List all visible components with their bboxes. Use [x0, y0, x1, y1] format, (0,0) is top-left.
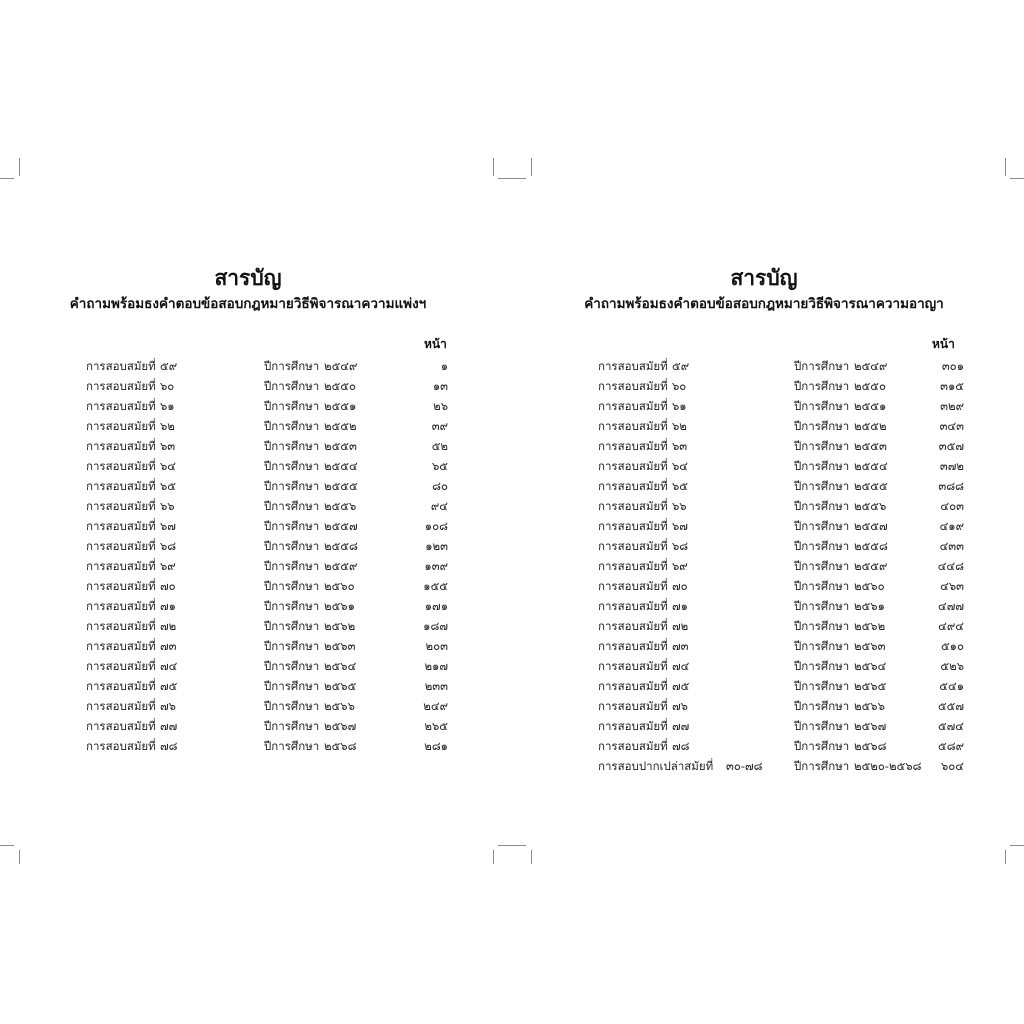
- entry-exam-label: การสอบสมัยที่: [86, 579, 156, 593]
- entry-exam-label: การสอบสมัยที่: [86, 479, 156, 493]
- toc-entry: [598, 376, 964, 396]
- entry-year: ๒๕๕๒: [854, 419, 887, 433]
- entry-year: ๒๕๕๘: [324, 539, 358, 553]
- entry-exam-label: การสอบปากเปล่าสมัยที่: [598, 759, 714, 773]
- entry-year: ๒๕๕๑: [854, 399, 887, 413]
- entry-year-label: ปีการศึกษา: [264, 639, 320, 653]
- entry-exam-number: ๗๖: [160, 699, 176, 713]
- entry-year-label: ปีการศึกษา: [264, 699, 320, 713]
- entry-year: ๒๕๔๙: [324, 359, 358, 373]
- entry-year-label: ปีการศึกษา: [264, 599, 320, 613]
- entry-exam-label: การสอบสมัยที่: [86, 659, 156, 673]
- entry-year-label: ปีการศึกษา: [794, 359, 850, 373]
- entry-exam-number: ๗๘: [672, 739, 690, 753]
- entry-page-number: ๔๐๓: [940, 499, 964, 513]
- toc-entry: [86, 416, 448, 436]
- entry-year: ๒๕๖๕: [324, 679, 357, 693]
- toc-entry: [598, 516, 964, 536]
- entry-exam-label: การสอบสมัยที่: [86, 519, 156, 533]
- toc-entry: [598, 396, 964, 416]
- toc-entry: [86, 616, 448, 636]
- toc-entry: [598, 456, 964, 476]
- entry-exam-label: การสอบสมัยที่: [86, 539, 156, 553]
- entry-year: ๒๕๖๕: [854, 679, 887, 693]
- entry-year: ๒๕๖๒: [324, 619, 356, 633]
- entry-exam-number: ๖๑: [160, 399, 175, 413]
- toc-entry: [86, 656, 448, 676]
- entry-exam-number: ๖๖: [672, 499, 687, 513]
- entry-page-number: ๔๗๗: [938, 599, 964, 613]
- entry-exam-number: ๖๗: [672, 519, 688, 533]
- entry-year: ๒๕๖๓: [324, 639, 356, 653]
- entry-exam-label: การสอบสมัยที่: [598, 719, 668, 733]
- page-subtitle: คำถามพร้อมธงคำตอบข้อสอบกฎหมายวิธีพิจารณาความแพ่งฯ: [69, 296, 427, 312]
- toc-entry: [86, 736, 448, 756]
- entry-exam-number: ๖๗: [160, 519, 176, 533]
- entry-year: ๒๕๕๕: [854, 479, 888, 493]
- entry-exam-number: ๗๐: [160, 579, 176, 593]
- page-title: สารบัญ: [214, 266, 282, 290]
- entry-exam-label: การสอบสมัยที่: [598, 599, 668, 613]
- toc-entry: [86, 636, 448, 656]
- entry-year-label: ปีการศึกษา: [794, 459, 850, 473]
- entry-year: ๒๕๕๐: [854, 379, 887, 393]
- entry-page-number: ๒๐๓: [425, 639, 448, 653]
- page-column-label: หน้า: [932, 337, 955, 351]
- entry-page-number: ๕๘๙: [938, 739, 964, 753]
- entry-exam-number: ๗๗: [672, 719, 690, 733]
- entry-year-label: ปีการศึกษา: [264, 379, 320, 393]
- entry-page-number: ๕๑๐: [940, 639, 964, 653]
- entry-exam-number: ๗๕: [160, 679, 178, 693]
- entry-exam-number: ๕๙: [160, 359, 178, 373]
- toc-entry: [598, 736, 964, 756]
- entry-exam-label: การสอบสมัยที่: [86, 699, 156, 713]
- toc-entry: [598, 576, 964, 596]
- entry-exam-number: ๖๑: [672, 399, 687, 413]
- entry-page-number: ๔๑๙: [939, 519, 964, 533]
- entry-exam-number: ๕๙: [672, 359, 690, 373]
- entry-year: ๒๕๖๗: [324, 719, 357, 733]
- entry-page-number: ๔๔๘: [937, 559, 964, 573]
- toc-entry: [86, 376, 448, 396]
- entry-year-label: ปีการศึกษา: [794, 539, 850, 553]
- entry-year-label: ปีการศึกษา: [794, 639, 850, 653]
- entry-page-number: ๓๒๙: [940, 399, 964, 413]
- entry-year-label: ปีการศึกษา: [794, 559, 850, 573]
- entry-year-label: ปีการศึกษา: [794, 599, 850, 613]
- entry-exam-label: การสอบสมัยที่: [86, 379, 156, 393]
- entry-exam-number: ๗๓: [672, 639, 689, 653]
- entry-exam-number: ๗๒: [160, 619, 177, 633]
- entry-year: ๒๕๕๔: [854, 459, 888, 473]
- entry-exam-number: ๖๕: [160, 479, 177, 493]
- entry-year-label: ปีการศึกษา: [794, 619, 850, 633]
- entry-exam-number: ๖๒: [160, 419, 175, 433]
- entry-exam-number: ๗๐: [672, 579, 688, 593]
- entry-page-number: ๕๔๑: [939, 679, 964, 693]
- entry-year-label: ปีการศึกษา: [794, 659, 850, 673]
- entry-year: ๒๕๕๒: [324, 419, 357, 433]
- entry-exam-number: ๖๙: [160, 559, 176, 573]
- entry-year: ๒๕๖๔: [324, 659, 357, 673]
- entry-page-number: ๑๘๗: [423, 619, 448, 633]
- entry-exam-label: การสอบสมัยที่: [86, 439, 156, 453]
- toc-entry: [86, 496, 448, 516]
- entry-page-number: ๔๖๓: [940, 579, 964, 593]
- toc-entry-oral-exam: [598, 756, 964, 776]
- entry-page-number: ๓๙: [431, 419, 448, 433]
- toc-entry: [86, 676, 448, 696]
- entry-year: ๒๕๖๔: [854, 659, 887, 673]
- entry-exam-label: การสอบสมัยที่: [86, 499, 156, 513]
- entry-year: ๒๕๖๘: [854, 739, 887, 753]
- toc-entry: [86, 396, 448, 416]
- entry-year-label: ปีการศึกษา: [794, 439, 850, 453]
- toc-entry: [598, 496, 964, 516]
- entry-year-label: ปีการศึกษา: [794, 379, 850, 393]
- entry-year-label: ปีการศึกษา: [264, 359, 320, 373]
- entry-page-number: ๓๑๕: [940, 379, 964, 393]
- entry-year-label: ปีการศึกษา: [264, 479, 320, 493]
- entry-year-label: ปีการศึกษา: [794, 579, 850, 593]
- entry-year: ๒๕๕๖: [324, 499, 357, 513]
- entry-page-number: ๙๔: [430, 499, 448, 513]
- entry-exam-number: ๗๕: [672, 679, 690, 693]
- toc-list: [598, 356, 964, 776]
- toc-entry: [86, 516, 448, 536]
- toc-entry: [86, 556, 448, 576]
- entry-year: ๒๕๕๕: [324, 479, 358, 493]
- entry-page-number: ๒๓๓: [424, 679, 448, 693]
- entry-year: ๒๕๕๓: [324, 439, 357, 453]
- entry-exam-label: การสอบสมัยที่: [598, 659, 668, 673]
- entry-exam-label: การสอบสมัยที่: [598, 559, 668, 573]
- entry-exam-label: การสอบสมัยที่: [86, 719, 156, 733]
- entry-year: ๒๕๖๖: [854, 699, 885, 713]
- entry-year-label: ปีการศึกษา: [264, 679, 320, 693]
- entry-page-number: ๓๐๑: [941, 359, 964, 373]
- toc-entry: [86, 436, 448, 456]
- entry-year: ๒๕๖๓: [854, 639, 886, 653]
- entry-exam-label: การสอบสมัยที่: [86, 419, 156, 433]
- entry-year-label: ปีการศึกษา: [264, 659, 320, 673]
- entry-exam-number: ๖๐: [672, 379, 687, 393]
- toc-entry: [598, 636, 964, 656]
- entry-page-number: ๕๒: [431, 439, 448, 453]
- entry-page-number: ๑๓๙: [424, 559, 448, 573]
- entry-page-number: ๑๐๘: [424, 519, 448, 533]
- entry-exam-number: ๗๒: [672, 619, 689, 633]
- entry-page-number: ๓๕๗: [938, 439, 964, 453]
- entry-exam-label: การสอบสมัยที่: [86, 599, 156, 613]
- toc-entry: [86, 576, 448, 596]
- entry-year-label: ปีการศึกษา: [264, 519, 320, 533]
- entry-year: ๒๕๕๙: [854, 559, 888, 573]
- toc-entry: [86, 476, 448, 496]
- toc-entry: [598, 436, 964, 456]
- entry-year-label: ปีการศึกษา: [264, 399, 320, 413]
- entry-exam-number: ๖๔: [160, 459, 177, 473]
- entry-page-number: ๑: [440, 359, 448, 373]
- toc-entry: [598, 556, 964, 576]
- entry-page-number: ๑๕๕: [423, 579, 448, 593]
- entry-exam-number: ๗๓: [160, 639, 177, 653]
- entry-exam-number: ๖๕: [672, 479, 689, 493]
- entry-page-number: ๒๑๗: [424, 659, 448, 673]
- entry-page-number: ๒๘๑: [424, 739, 448, 753]
- entry-exam-label: การสอบสมัยที่: [598, 639, 668, 653]
- toc-entry: [598, 416, 964, 436]
- entry-exam-label: การสอบสมัยที่: [86, 639, 156, 653]
- entry-exam-label: การสอบสมัยที่: [598, 519, 668, 533]
- entry-year-label: ปีการศึกษา: [264, 579, 320, 593]
- entry-year: ๒๕๕๓: [854, 439, 887, 453]
- entry-year: ๒๕๖๐: [324, 579, 355, 593]
- entry-exam-label: การสอบสมัยที่: [86, 399, 156, 413]
- entry-exam-number: ๗๑: [672, 599, 688, 613]
- toc-entry: [598, 696, 964, 716]
- entry-exam-number: ๖๘: [672, 539, 689, 553]
- entry-year: ๒๕๕๗: [324, 519, 358, 533]
- entry-exam-number: ๖๐: [160, 379, 175, 393]
- entry-page-number: ๕๗๔: [937, 719, 964, 733]
- entry-year-label: ปีการศึกษา: [794, 499, 850, 513]
- page-title: สารบัญ: [730, 266, 798, 290]
- entry-page-number: ๕๒๖: [940, 659, 964, 673]
- entry-page-number: ๓๗๒: [939, 459, 964, 473]
- entry-exam-label: การสอบสมัยที่: [86, 359, 156, 373]
- entry-exam-label: การสอบสมัยที่: [86, 679, 156, 693]
- toc-entry: [598, 676, 964, 696]
- entry-year: ๒๕๕๖: [854, 499, 887, 513]
- entry-exam-number: ๗๗: [160, 719, 178, 733]
- page-subtitle: คำถามพร้อมธงคำตอบข้อสอบกฎหมายวิธีพิจารณาความอาญา: [584, 296, 944, 312]
- entry-year-label: ปีการศึกษา: [794, 519, 850, 533]
- entry-year-label: ปีการศึกษา: [794, 699, 850, 713]
- toc-entry: [598, 716, 964, 736]
- entry-exam-label: การสอบสมัยที่: [86, 559, 156, 573]
- entry-exam-label: การสอบสมัยที่: [598, 539, 668, 553]
- entry-year: ๒๕๖๒: [854, 619, 886, 633]
- entry-year: ๒๕๖๘: [324, 739, 357, 753]
- toc-entry: [86, 456, 448, 476]
- entry-year-label: ปีการศึกษา: [264, 739, 320, 753]
- entry-exam-number: ๖๒: [672, 419, 687, 433]
- toc-entry: [598, 536, 964, 556]
- entry-exam-label: การสอบสมัยที่: [598, 699, 668, 713]
- entry-year: ๒๕๒๐-๒๕๖๘: [854, 759, 922, 773]
- entry-year: ๒๕๖๐: [854, 579, 885, 593]
- entry-year: ๒๕๕๔: [324, 459, 358, 473]
- entry-year-label: ปีการศึกษา: [794, 719, 850, 733]
- entry-exam-number: ๖๓: [160, 439, 176, 453]
- entry-page-number: ๓๔๓: [939, 419, 964, 433]
- toc-entry: [598, 356, 964, 376]
- entry-year: ๒๕๕๗: [854, 519, 888, 533]
- entry-year-label: ปีการศึกษา: [264, 539, 320, 553]
- toc-entry: [598, 616, 964, 636]
- entry-exam-number: ๗๑: [160, 599, 176, 613]
- entry-exam-number: ๓๐-๗๘: [726, 759, 763, 773]
- entry-exam-label: การสอบสมัยที่: [86, 619, 156, 633]
- entry-year: ๒๕๔๙: [854, 359, 888, 373]
- entry-year: ๒๕๕๙: [324, 559, 358, 573]
- entry-exam-number: ๗๘: [160, 739, 178, 753]
- entry-exam-label: การสอบสมัยที่: [598, 439, 668, 453]
- toc-entry: [86, 356, 448, 376]
- entry-year-label: ปีการศึกษา: [794, 759, 850, 773]
- entry-year-label: ปีการศึกษา: [794, 739, 850, 753]
- entry-year: ๒๕๕๐: [324, 379, 357, 393]
- toc-entry: [86, 716, 448, 736]
- entry-exam-label: การสอบสมัยที่: [598, 419, 668, 433]
- entry-page-number: ๒๖: [433, 399, 448, 413]
- entry-exam-label: การสอบสมัยที่: [598, 679, 668, 693]
- entry-exam-label: การสอบสมัยที่: [598, 459, 668, 473]
- right-page: [512, 0, 1024, 1024]
- page-column-label: หน้า: [424, 337, 447, 351]
- entry-exam-number: ๖๖: [160, 499, 175, 513]
- entry-exam-label: การสอบสมัยที่: [598, 399, 668, 413]
- entry-page-number: ๔๙๔: [938, 619, 964, 633]
- entry-year-label: ปีการศึกษา: [264, 459, 320, 473]
- entry-exam-label: การสอบสมัยที่: [86, 459, 156, 473]
- entry-page-number: ๑๒๓: [425, 539, 448, 553]
- toc-list: [86, 356, 448, 756]
- entry-page-number: ๓๘๘: [938, 479, 964, 493]
- entry-page-number: ๒๖๕: [424, 719, 448, 733]
- entry-page-number: ๖๕: [431, 459, 448, 473]
- entry-year-label: ปีการศึกษา: [264, 619, 320, 633]
- entry-page-number: ๒๔๙: [423, 699, 448, 713]
- toc-entry: [86, 696, 448, 716]
- toc-entry: [86, 596, 448, 616]
- entry-year: ๒๕๖๑: [324, 599, 355, 613]
- entry-page-number: ๑๓: [432, 379, 448, 393]
- entry-page-number: ๕๕๗: [937, 699, 964, 713]
- entry-exam-number: ๗๔: [672, 659, 690, 673]
- entry-year-label: ปีการศึกษา: [264, 419, 320, 433]
- entry-exam-number: ๖๘: [160, 539, 177, 553]
- entry-exam-label: การสอบสมัยที่: [598, 579, 668, 593]
- entry-exam-number: ๖๙: [672, 559, 688, 573]
- entry-year: ๒๕๖๖: [324, 699, 355, 713]
- entry-year-label: ปีการศึกษา: [264, 719, 320, 733]
- entry-year: ๒๕๖๑: [854, 599, 885, 613]
- entry-exam-number: ๗๖: [672, 699, 688, 713]
- entry-page-number: ๖๐๔: [940, 759, 964, 773]
- entry-year-label: ปีการศึกษา: [794, 419, 850, 433]
- entry-year-label: ปีการศึกษา: [264, 439, 320, 453]
- entry-year-label: ปีการศึกษา: [794, 679, 850, 693]
- entry-year: ๒๕๕๘: [854, 539, 888, 553]
- entry-exam-number: ๖๓: [672, 439, 688, 453]
- toc-entry: [598, 596, 964, 616]
- entry-page-number: ๔๓๓: [939, 539, 964, 553]
- entry-exam-label: การสอบสมัยที่: [598, 479, 668, 493]
- entry-page-number: ๘๐: [432, 479, 448, 493]
- entry-exam-label: การสอบสมัยที่: [598, 359, 668, 373]
- entry-year-label: ปีการศึกษา: [794, 399, 850, 413]
- entry-exam-label: การสอบสมัยที่: [598, 379, 668, 393]
- entry-exam-number: ๗๔: [160, 659, 178, 673]
- entry-year: ๒๕๖๗: [854, 719, 887, 733]
- entry-exam-number: ๖๔: [672, 459, 689, 473]
- toc-entry: [86, 536, 448, 556]
- entry-exam-label: การสอบสมัยที่: [598, 619, 668, 633]
- entry-year-label: ปีการศึกษา: [264, 559, 320, 573]
- entry-year-label: ปีการศึกษา: [264, 499, 320, 513]
- toc-entry: [598, 476, 964, 496]
- entry-year-label: ปีการศึกษา: [794, 479, 850, 493]
- toc-entry: [598, 656, 964, 676]
- entry-year: ๒๕๕๑: [324, 399, 357, 413]
- entry-exam-label: การสอบสมัยที่: [598, 739, 668, 753]
- entry-exam-label: การสอบสมัยที่: [598, 499, 668, 513]
- entry-exam-label: การสอบสมัยที่: [86, 739, 156, 753]
- entry-page-number: ๑๗๑: [424, 599, 448, 613]
